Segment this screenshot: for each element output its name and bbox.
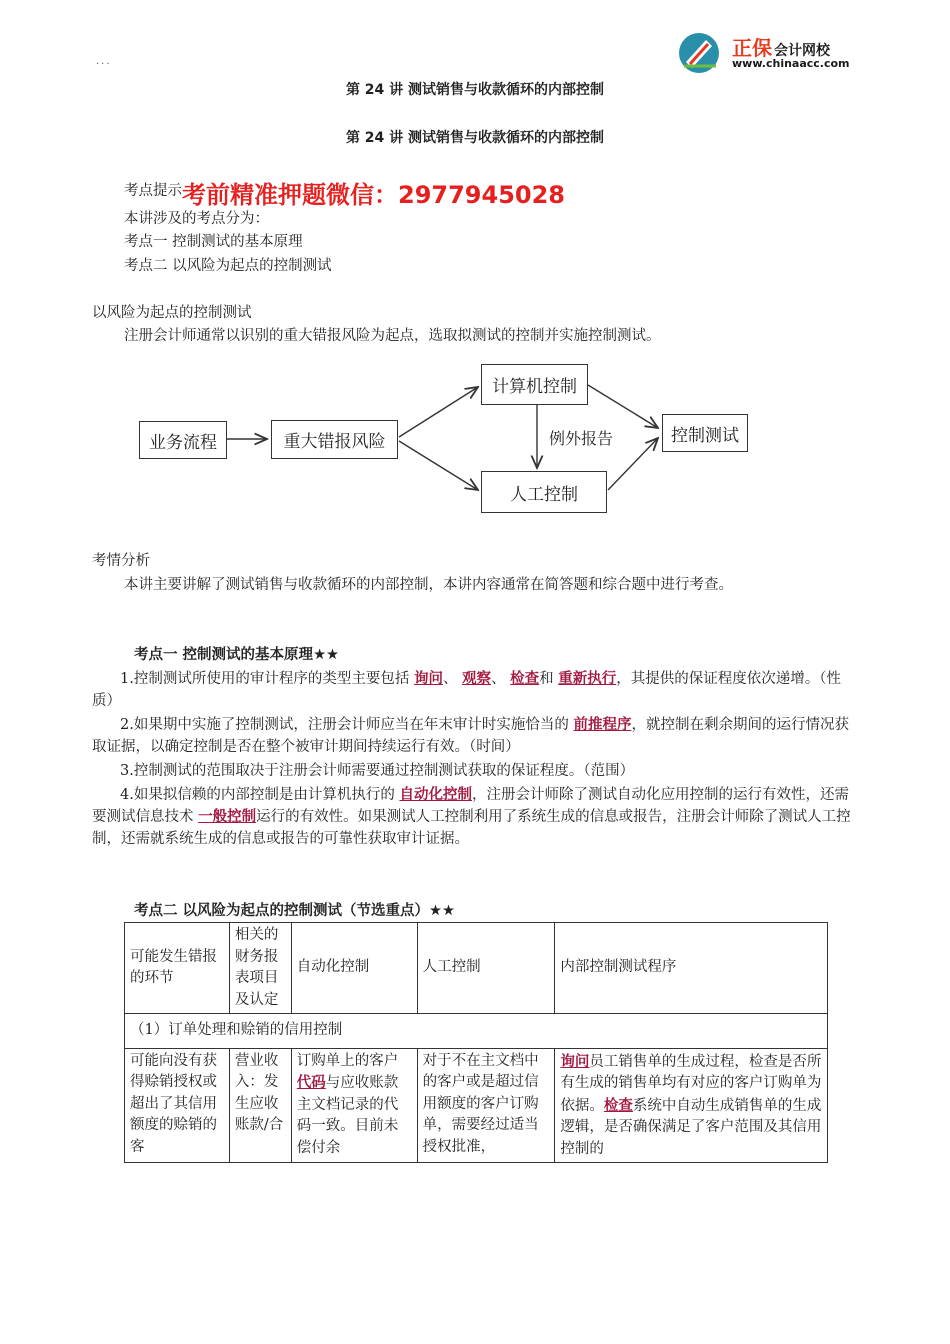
header-scribble: ... — [96, 56, 112, 67]
header-cell: 相关的财务报表项目及认定 — [229, 923, 291, 1014]
box-business-process: 业务流程 — [139, 421, 227, 459]
exception-report-label: 例外报告 — [549, 429, 614, 448]
keyword-reperform: 重新执行 — [558, 670, 617, 687]
lecture-title-repeat: 第 24 讲 测试销售与收款循环的内部控制 — [345, 130, 605, 146]
intro-line-1: 本讲涉及的考点分为： — [124, 211, 269, 227]
tip-label: 考点提示 — [124, 183, 182, 199]
analysis-text: 本讲主要讲解了测试销售与收款循环的内部控制，本讲内容通常在简答题和综合题中进行考查。 — [124, 577, 733, 593]
table-cell: 可能向没有获得赊销授权或超出了其信用额度的赊销的客 — [125, 1048, 230, 1163]
risk-heading: 以风险为起点的控制测试 — [92, 305, 252, 321]
header-cell: 人工控制 — [417, 923, 555, 1014]
table-row — [125, 1048, 828, 1163]
table-header-row — [125, 923, 828, 1014]
box-manual-control: 人工控制 — [481, 471, 607, 513]
point1-item-2: 2.如果期中实施了控制测试，注册会计师应当在年末审计时实施恰当的 前推程序，就控制在剩余期间的运行情况获取证据，以确定控制是否在整个被审计期间持续运行有效。（时间） — [92, 716, 849, 755]
point2-heading: 考点二 以风险为起点的控制测试（节选重点）★★ — [134, 902, 456, 919]
keyword-rollforward: 前推程序 — [573, 716, 632, 733]
table-cell: 询问员工销售单的生成过程，检查是否所有生成的销售单均有对应的客户订购单为依据。检查系统中自动生成销售单的生成逻辑，是否确保满足了客户范围及其信用控制的 — [555, 1048, 828, 1163]
logo-url: www.chinaacc.com — [732, 57, 850, 70]
keyword-observe: 观察 — [462, 670, 492, 687]
header-cell: 可能发生错报的环节 — [125, 923, 230, 1014]
promo-text: 考前精准押题微信：2977945028 — [182, 181, 565, 209]
box-control-test: 控制测试 — [662, 414, 748, 452]
header-cell: 内部控制测试程序 — [555, 923, 828, 1014]
keyword-code: 代码 — [296, 1074, 326, 1091]
analysis-heading: 考情分析 — [92, 553, 150, 569]
table-cell: 对于不在主文档中的客户或是超过信用额度的客户订购单，需要经过适当授权批准， — [417, 1048, 555, 1163]
table-section-row — [125, 1014, 828, 1049]
point1-stars: ★★ — [313, 647, 340, 663]
point1-item-1: 1.控制测试所使用的审计程序的类型主要包括 询问、 观察、 检查和 重新执行，其提供的保证程度依次递增。（性质） — [92, 670, 842, 709]
keyword-general-control: 一般控制 — [198, 808, 257, 825]
section-cell: （1）订单处理和赊销的信用控制 — [125, 1014, 828, 1049]
risk-text: 注册会计师通常以识别的重大错报风险为起点，选取拟测试的控制并实施控制测试。 — [124, 328, 661, 344]
box-material-misstatement-risk: 重大错报风险 — [271, 420, 398, 459]
flow-arrows — [0, 0, 950, 560]
control-test-table — [124, 922, 828, 1163]
keyword-automated-control: 自动化控制 — [399, 786, 472, 803]
point1-item-3: 3.控制测试的范围取决于注册会计师需要通过控制测试获取的保证程度。（范围） — [120, 763, 635, 779]
table-cell: 营业收入：发生应收账款/合 — [229, 1048, 291, 1163]
keyword-inquiry-2: 询问 — [560, 1052, 590, 1070]
keyword-inspect: 检查 — [510, 670, 540, 687]
table-cell: 订购单上的客户代码与应收账款主文档记录的代码一致。目前未偿付余 — [291, 1048, 417, 1163]
logo-brand: 正保 会计网校 — [732, 36, 830, 60]
point1-heading: 考点一 控制测试的基本原理★★ — [134, 646, 340, 663]
point2-stars: ★★ — [429, 903, 456, 919]
point1-item-4: 4.如果拟信赖的内部控制是由计算机执行的 自动化控制，注册会计师除了测试自动化应用控制的运行有效性，还需要测试信息技术 一般控制运行的有效性。如果测试人工控制利用了系统生成的信息或报告，注册会计师除了测试人工控制，还需就系统生成的信息或报告的可靠性获取审计证据。 — [92, 786, 851, 847]
box-computer-control: 计算机控制 — [481, 364, 588, 405]
keyword-inspect-2: 检查 — [603, 1096, 633, 1114]
lecture-title: 第 24 讲 测试销售与收款循环的内部控制 — [345, 82, 605, 98]
intro-line-2: 考点一 控制测试的基本原理 — [124, 234, 303, 250]
header-cell: 自动化控制 — [291, 923, 417, 1014]
intro-line-3: 考点二 以风险为起点的控制测试 — [124, 258, 332, 274]
keyword-inquiry: 询问 — [413, 670, 443, 687]
